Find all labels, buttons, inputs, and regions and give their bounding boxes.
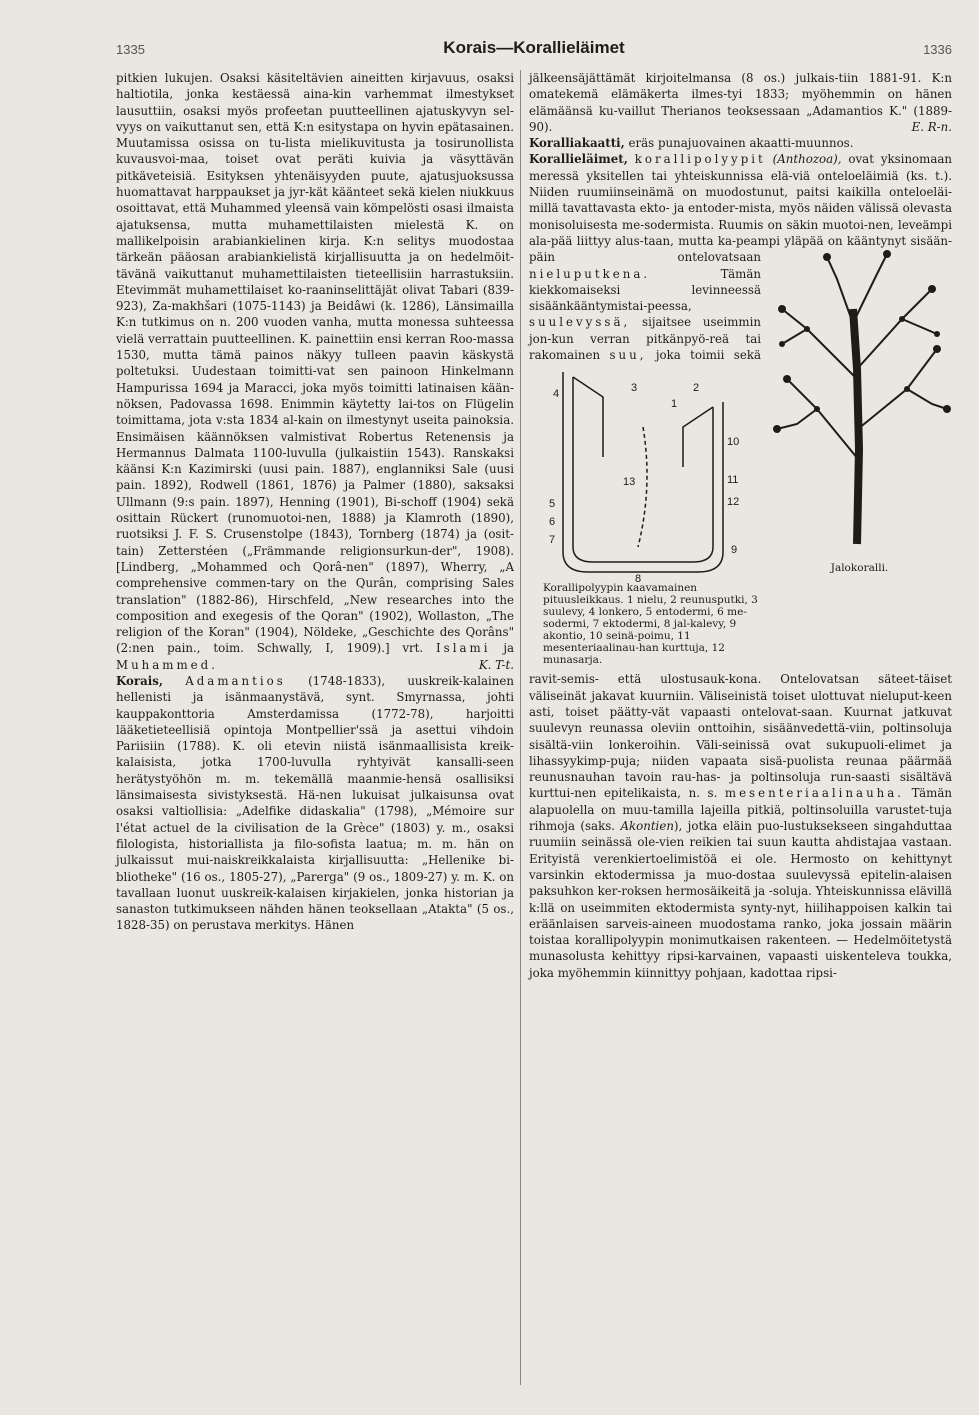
polyp-diagram [543, 367, 761, 586]
author-signature-korais: E. R-n. [911, 119, 952, 134]
figure-caption-polyp: Korallipolyypin kaavamainen pituusleikkaus. 1 nielu, 2 reunusputki, 3 suulevy, 4 lonkero, 5 entodermi, 6 me-sodermi, 7 ektodermi, 8 jal-kalevy, 9 akontio, 10 seinä-poimu, 11 mesenteriaalinau-han kurttuja, 12 munasarja. [543, 582, 758, 667]
korallielaimet-text-2: Tämän kiekkomaiseksi levinneessä sisäänkääntymistai-peessa, [529, 266, 761, 314]
korallielaimet-text-1: ovat yksinomaan meressä yksitellen tai yhteiskunnissa elä-viä onteloeläimiä (ks. t.). Niiden ruumiinseinämä on muodostunut, paitsi kaikilla onteloeläi-millä tavattavasta ekto- ja entoder-mista, myös näiden välissä olevasta monisoluisesta me-sodermista. Ruumis on säkin muotoi-nen, leveämpi ala-pää liittyy alus-taan, mutta ka-peampi yläpää on kääntynyt sisään-päin ontelovatsaan [529, 152, 953, 265]
koraani-continuation [116, 70, 514, 673]
page-number-left: 1335 [116, 42, 145, 57]
cross-ref-muhammed[interactable]: Muhammed. [116, 657, 218, 672]
column-divider [520, 70, 521, 1385]
page-number-right: 1336 [923, 42, 952, 57]
author-signature: K. T-t. [478, 657, 514, 672]
nieluputkena-term: nieluputkena. [529, 266, 651, 281]
koralliakaatti-entry [529, 135, 952, 151]
akontien-term: Akontien [620, 819, 674, 834]
label-5: 5 [549, 498, 556, 511]
korallielaimet-text-6: ), jotka eläin puo-lustuksekseen singahduttaa ruumiin seinässä ole-vien reikien tai suun kautta ahdistajaa vastaan. Erityistä verenkiertoelimistöä ei ole. Hermosto on kehittynyt varsinkin ektodermissa ja muo-dostaa suulevyssä epitelin-alaisen paksuhkon ker-roksen hermosäikeitä ja -soluja. Yhteiskunnissa elävillä k:llä on useimmiten ektodermista synty-nyt, hiilihappoisen kalkin tai eräänlaisen sarveis-aineen muodostama ranko, joka jossain määrin toistaa korallipolyypin monimutkaisen rakenteen. — Hedelmöitetystä munasolusta kehittyy ripsi-karvainen, vapaasti uiskenteleva toukka, joka myöhemmin kiinnittyy pohjaan, kadottaa ripsi- [529, 819, 952, 980]
korais-entry [116, 673, 514, 934]
entry-heading-koralliakaatti: Koralliakaatti, [529, 136, 625, 151]
entry-heading-korais: Korais, [116, 673, 163, 688]
label-2: 2 [693, 382, 700, 395]
label-13: 13 [623, 476, 636, 489]
label-4: 4 [553, 388, 560, 401]
label-1: 1 [671, 398, 678, 411]
korallielaimet-entry [529, 151, 952, 981]
mesenteriaalinauha-term: mesenteriaalinauha. [724, 786, 905, 801]
label-8: 8 [635, 573, 642, 586]
label-9: 9 [731, 544, 738, 557]
label-3: 3 [631, 382, 638, 395]
korallielaimet-text-4: joka toimii sekä ravit-semis- että ulostusauk-kona. Ontelovatsan säteet-täiset väliseinät jakavat kuurniin. Väliseinistä toiset ulottuvat nieluput-keen asti, toiset päätty-vät vapaasti ontelovat-saan. Kuurnat jatkuvat suulevyn reunassa oleviin onttoihin, sisäänvedettä-viin, poltinsoluja sisältä-viin lonkeroihin. Väli-seinissä ovat sukupuoli-elimet ja lihassyykimp-puja; niiden vapaata sisä-puolista reunaa päärmää reunusnauhan tavoin rau-has- ja poltinsoluja run-saasti sisältävä kurttui-nen epitelikaista, n. s. [529, 348, 952, 801]
korais-continuation-text: jälkeensäjättämät kirjoitelmansa (8 os.) julkais-tiin 1881-91. K:n omatekemä elämäkerta ilmes-tyi 1833; myöhemmin on hänen elämäänsä ku-vaillut Therianos teoksessaan „Adamantios K." (1889-90). [529, 71, 952, 134]
page-title: Korais—Korallieläimet [443, 38, 625, 57]
suu-term: suu, [609, 348, 647, 363]
korallipolyypit-term: korallipolyypit [634, 152, 766, 167]
label-11: 11 [727, 474, 739, 487]
label-7: 7 [549, 534, 556, 547]
korallielaimet-text-5: Tämän alapuolella on muu-tamilla lajeilla pitkiä, poltinsoluilla varustet-tuja rihmoja (saks. [529, 786, 953, 834]
cross-ref-islami[interactable]: Islami [436, 641, 491, 656]
anthozoa-term: (Anthozoa), [772, 152, 842, 167]
koralliakaatti-text: eräs punajuovainen akaatti-muunnos. [628, 136, 854, 151]
korais-firstname: Adamantios [185, 673, 286, 688]
left-column [116, 70, 514, 934]
korallielaimet-text-3: sijaitsee useimmin jon-kun verran pitkänpyö-reä tai rakomainen [529, 315, 761, 363]
figure-polyp-section [543, 367, 761, 667]
korais-continuation [529, 70, 952, 135]
label-6: 6 [549, 516, 556, 529]
page-header [116, 38, 952, 66]
coral-branch-illustration [767, 249, 952, 549]
figure-jalokoralli [767, 249, 952, 574]
suulevyssa-term: suulevyssä, [529, 315, 631, 330]
figure-caption-jalokoralli: Jalokoralli. [830, 562, 889, 575]
cross-ref-and: ja [503, 641, 515, 656]
koraani-text: pitkien lukujen. Osaksi käsiteltävien aineitten kirjavuus, osaksi haltiotila, jonka kestäessä aina-kin varhemmat ilmestykset lausuttiin, osaksi myös profeetan puutteellinen ajatuskyvyn sel-vyys on vaikuttanut sen, että K:n esitystapa on hyvin epätasainen. Muutamissa osissa on tu-lista mielikuvitusta ja tosirunollista kuvausvoi-maa, toiset ovat peräti kuivia ja väsyttävän pitkäveteisiä. Esityksen yhtenäisyyden puute, ajatusjuoksussa huomattavat harppaukset ja jyr-kät käänteet sekä kielen niukkuus osoittavat, että Muhammed yleensä vain kömpelösti osasi ilmaista ajatuksensa, mutta muhamettilaisten mielestä K. on mallikelpoisin arabiankielinen kirja. K:n selitys muodostaa tärkeän pääosan arabiankielistä kirjallisuutta ja on hedelmöit-tävänä vaikuttanut muhamettilaisten tieteellisiin harrastuksiin. Etevimmät muhamettilaiset ko-raaninselittäjät olivat Tabari (839-923), Za-makhšari (1075-1143) ja Beidâwi (k. 1286), Länsimailla K:n tutkimus on n. 200 vuoden vanha, mutta monessa suhteessa vielä verrattain puutteellinen. K. painettiin ensi kerran Roo-massa 1530, mutta tämä painos näkyy tulleen paavin käskystä poltetuksi. Uudestaan toimitti-vat sen painoon Hinkelmann Hampurissa 1694 ja Maracci, joka myös toimitti latinaisen kään-nöksen, Padovassa 1698. Enimmin käytetty lai-tos on Flügelin toimittama, jota v:sta 1834 al-kain on ilmestynyt useita painoksia. Ensimäisen käännöksen valmistivat Robertus Retenensis ja Hermannus Dalmata 1100-luvulla (julkaistiin 1543). Ranskaksi käänsi K:n Kazimirski (uusi pain. 1887), englanniksi Sale (uusi pain. 1892), Rodwell (1861, 1876) ja Palmer (1880), saksaksi Ullmann (9:s pain. 1897), Henning (1901), Bi-schoff (1904) sekä osittain Rückert (runomuotoi-nen, 1888) ja Klamroth (1890), ruotsiksi J. F. S. Crusenstolpe (1843), Tornberg (1874) ja (osit-tain) Zetterstéen („Främmande religionsurkun-der", 1908). [Lindberg, „Mohammed och Qorâ-nen" (1897), Wherry, „A comprehensive commen-tary on the Qurân, comprising Sales translation" (1882-86), Hirschfeld, „New researches into the composition and exegesis of the Qoran" (1902), Wollaston, „The religion of the Koran" (1904), Nöldeke, „Geschichte des Qorâns" (2:nen pain., toim. Schwally, I, 1909).] vrt. [116, 71, 514, 656]
label-10: 10 [727, 436, 740, 449]
label-12: 12 [727, 496, 740, 509]
right-column [529, 70, 952, 981]
entry-heading-korallielaimet: Korallieläimet, [529, 152, 628, 167]
korais-text: (1748-1833), uuskreik-kalainen hellenisti ja isänmaanystävä, synt. Smyrnassa, johti kauppakonttoria Amsterdamissa (1772-78), harjoitti lääketieteellisiä opintoja Montpellier'ssä ja asettui vihdoin Pariisiin (1788). K. oli etevin niistä isänmaallisista kreik-kalaisista, jotka 1700-luvulla ryhtyivät kansalli-seen herätystyöhön m. m. tekemällä maanmie-hensä osallisiksi länsimaisesta sivistyksestä. Hä-nen lukuisat julkaisunsa ovat osaksi valtiollisia: „Adelfike didaskalia" (1798), „Mémoire sur l'état actuel de la civilisation de la Grèce" (1803) y. m., osaksi filologista, historiallista ja filo-sofista laatua; m. m. hän on julkaissut mui-naiskreikkalaista kirjallisuutta: „Hellenike bi-bliotheke" (16 os., 1805-27), „Parerga" (9 os., 1809-27) y. m. K. on tavallaan luonut uuskreik-kalaisen kirjakielen, jonka historian ja sanaston tutkimukseen nähden hänen teoksellaan „Atakta" (5 os., 1828-35) on perustava merkitys. Hänen [116, 673, 514, 933]
